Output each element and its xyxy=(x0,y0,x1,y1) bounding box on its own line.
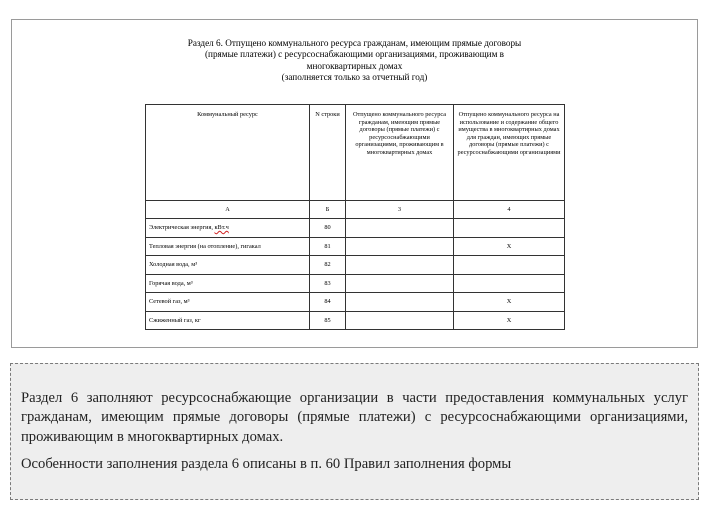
table-row xyxy=(146,219,565,238)
resource-name: Тепловая энергия (на отопление), гигакал xyxy=(146,237,310,256)
resource-name: Сетевой газ, м³ xyxy=(146,293,310,312)
table-row xyxy=(146,274,565,293)
document-image xyxy=(11,19,698,348)
value-col4: X xyxy=(454,237,565,256)
table-row xyxy=(146,293,565,312)
resource-name: Сжиженный газ, кг xyxy=(146,311,310,330)
index-cell: 3 xyxy=(346,201,454,219)
title-line: (заполняется только за отчетный год) xyxy=(281,71,428,82)
resource-name: Холодная вода, м³ xyxy=(146,256,310,275)
line-number: 83 xyxy=(310,274,346,293)
value-col4: X xyxy=(454,293,565,312)
value-col3 xyxy=(346,237,454,256)
value-col3 xyxy=(346,219,454,238)
index-cell: 4 xyxy=(454,201,565,219)
value-col3 xyxy=(346,311,454,330)
note-paragraph: Раздел 6 заполняют ресурсоснабжающие организации в части предоставления коммунальных услуг гражданам, имеющим прямые договоры (прямые платежи) с ресурсоснабжающими организациями, проживающим в многоквартирных домах. xyxy=(21,390,688,445)
note-box xyxy=(10,363,699,500)
table-row xyxy=(146,311,565,330)
resource-name: Электрическая энергия, кВт.ч xyxy=(146,219,310,238)
value-col3 xyxy=(346,256,454,275)
resource-name: Горячая вода, м³ xyxy=(146,274,310,293)
header-col4: Отпущено коммунального ресурса на использование и содержание общего имущества в многоквартирных домах для граждан, имеющих прямые договоры (прямые платежи) с ресурсоснабжающими организациями xyxy=(454,105,565,201)
header-resource: Коммунальный ресурс xyxy=(146,105,310,201)
line-number: 84 xyxy=(310,293,346,312)
index-row xyxy=(146,201,565,219)
line-number: 81 xyxy=(310,237,346,256)
value-col4 xyxy=(454,219,565,238)
header-row xyxy=(146,105,565,201)
table-row xyxy=(146,256,565,275)
section-title xyxy=(12,38,697,83)
value-col3 xyxy=(346,293,454,312)
title-line: Раздел 6. Отпущено коммунального ресурса гражданам, имеющим прямые договоры xyxy=(187,38,522,48)
header-col3: Отпущено коммунального ресурса гражданам, имеющим прямые договоры (прямые платежи) с ресурсоснабжающими организациями, проживающим в многоквартирных домах xyxy=(346,105,454,201)
header-line-number: N строки xyxy=(310,105,346,201)
value-col3 xyxy=(346,274,454,293)
index-cell: А xyxy=(146,201,310,219)
note-paragraph: Особенности заполнения раздела 6 описаны в п. 60 Правил заполнения формы xyxy=(21,456,512,473)
value-col4 xyxy=(454,274,565,293)
title-line: (прямые платежи) с ресурсоснабжающими организациями, проживающим в xyxy=(204,49,505,60)
value-col4 xyxy=(454,256,565,275)
line-number: 80 xyxy=(310,219,346,238)
unit-label: кВт.ч xyxy=(214,224,229,231)
index-cell: Б xyxy=(310,201,346,219)
value-col4: X xyxy=(454,311,565,330)
table-row xyxy=(146,237,565,256)
form-table xyxy=(145,104,565,330)
line-number: 82 xyxy=(310,256,346,275)
line-number: 85 xyxy=(310,311,346,330)
title-line: многоквартирных домах xyxy=(306,60,403,71)
